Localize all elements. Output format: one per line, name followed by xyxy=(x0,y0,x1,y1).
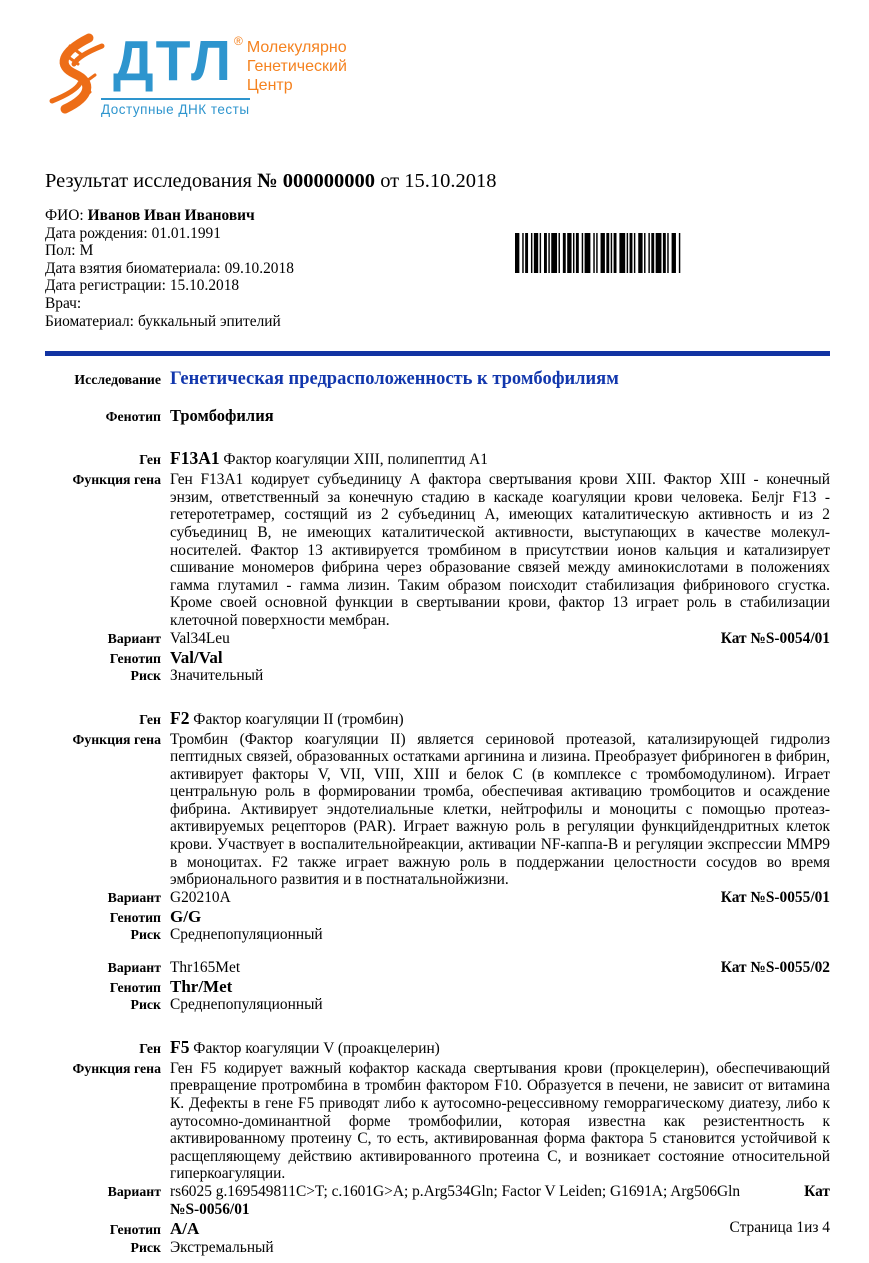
logo-tagline xyxy=(247,33,347,95)
patient-field-value: 09.10.2018 xyxy=(224,259,294,277)
gene-title xyxy=(170,447,830,471)
patient-line-birthdate xyxy=(45,225,830,243)
patient-line-registration-date xyxy=(45,277,830,295)
genotype-value: A/A xyxy=(170,1219,200,1238)
report-row xyxy=(45,889,830,907)
gene-section xyxy=(45,1036,830,1257)
risk-label: Риск xyxy=(130,1239,161,1255)
gene-label: Ген xyxy=(139,1040,161,1056)
variant-value xyxy=(170,959,830,977)
tagline-line: Генетический xyxy=(246,58,347,75)
genotype-label: Генотип xyxy=(109,909,161,925)
registered-mark-icon: ® xyxy=(234,34,243,48)
study-label: Исследование xyxy=(74,372,161,388)
gene-name: Фактор коагуляции V (проакцелерин) xyxy=(189,1039,440,1057)
report-row xyxy=(45,731,830,889)
gene-function-text: Тромбин (Фактор коагуляции II) является сериновой протеазой, катализирующей гидролиз пептидных связей, образованных остатками аргинина и лизина. Преобразует фибриноген в фибрин, активирует факторы V, VII, VIII, XIII и белок С (в комплексе с тромбомодулином). Играет центральную роль в формировании тромба, обеспечивая активацию тромбоцитов и осаждение фибрина. Активирует эндотелиальные клетки, нейтрофилы и моноциты с помощью протеаз-активируемых рецепторов (PAR). Играет важную роль в регуляции функцийдендритных клеток крови. Участвует в воспалительнойреакции, активации NF-каппа-B и регуляции экспрессии MMP9 в моноцитах. F2 также играет важную роль в поддержании целостности сосудов во время эмбрионального развития и в постнатальнойжизни. xyxy=(170,730,830,889)
variant-label: Вариант xyxy=(107,959,161,975)
risk-label: Риск xyxy=(130,927,161,943)
patient-line-fio xyxy=(45,207,830,225)
risk-label: Риск xyxy=(130,997,161,1013)
report-row xyxy=(45,1060,830,1183)
variant-line-1 xyxy=(170,1183,830,1201)
patient-line-doctor xyxy=(45,295,830,313)
gene-symbol: F2 xyxy=(170,707,190,728)
report-row xyxy=(45,1219,830,1239)
risk-value: Значительный xyxy=(170,667,264,684)
study-title: Генетическая предрасположенность к тромбофилиям xyxy=(170,369,619,390)
barcode-image xyxy=(515,233,679,273)
variant-label: Вариант xyxy=(107,1184,161,1199)
brand-text: ДТЛ xyxy=(113,29,233,93)
patient-field-value: буккальный эпителий xyxy=(137,312,281,330)
report-row xyxy=(45,630,830,648)
patient-field-value: М xyxy=(79,242,94,260)
gene-function-label: Функция гена xyxy=(72,472,161,488)
gene-function-text: Ген F13A1 кодирует субъединицу А фактора свертывания крови XIII. Фактор XIII - конечный энзим, ответственный за конечную стадию в каскаде коагуляции крови человека. Белjr F13 - гетеротетрамер, состящий из 2 субъединиц А, имеющих каталитическую активность и из 2 субъединиц В, не имеющих каталитической активности, выступающих в качестве молекул-носителей. Фактор 13 активируется тромбином в присутствии ионов кальция и катализирует сшивание мономеров фибрина через образование связей между аминокислотами в положениях гамма глутамил - гамма лизин. Таким образом поисходит стабилизация фибринового сгустка. Кроме своей основной функции в свертывании крови, фактор 13 играет роль в стабилизации клеточной поверхности мембран. xyxy=(170,471,830,629)
report-row xyxy=(45,707,830,731)
report-row xyxy=(45,1036,830,1060)
genotype-value: G/G xyxy=(170,906,202,926)
dna-helix-icon xyxy=(45,33,109,113)
catalog-number: Кат №S-0055/02 xyxy=(720,958,830,976)
patient-field-value: 01.01.1991 xyxy=(151,224,221,242)
variant-label: Вариант xyxy=(107,630,161,646)
variant-value xyxy=(170,1183,830,1219)
gene-section xyxy=(45,707,830,1015)
title-prefix: Результат исследования xyxy=(45,170,252,192)
genotype-label: Генотип xyxy=(109,650,161,666)
report-row xyxy=(45,1239,830,1258)
patient-line-sampling-date xyxy=(45,260,830,278)
gene-title xyxy=(170,1036,830,1060)
risk-value: Среднепопуляционный xyxy=(170,996,323,1014)
logo-subtitle: Доступные ДНК тесты xyxy=(101,98,250,117)
patient-field-value: Иванов Иван Иванович xyxy=(87,207,255,224)
phenotype-label: Фенотип xyxy=(105,409,161,425)
gene-function-label: Функция гена xyxy=(72,731,161,747)
title-number: № 000000000 xyxy=(257,170,376,192)
patient-field-label: Дата регистрации: xyxy=(45,277,166,295)
catalog-number: Кат №S-0055/01 xyxy=(720,888,830,906)
report-row xyxy=(45,667,830,686)
gene-function-text: Ген F5 кодирует важный кофактор каскада свертывания крови (прокцелерин), обеспечивающий превращение протромбина в тромбин фактором F10. Образуется в печени, не зависит от витамина К. Дефекты в гене F5 приводят либо к аутосомно-рецессивному геморрагическому диатезу, либо к аутосомно-доминантной форме тромбофилии, которая известна как резистентность к активированному протеину С, то есть, активированная форма фактора 5 становится устойчивой к расщепляющему действию активированного протеина С, и возникает состояние относительной гиперкоагуляции. xyxy=(170,1059,830,1183)
catalog-number: №S-0056/01 xyxy=(170,1201,250,1218)
variant-name: Val34Leu xyxy=(170,629,230,647)
risk-value: Экстремальный xyxy=(170,1238,274,1256)
patient-info xyxy=(45,207,830,330)
report-row xyxy=(45,926,830,945)
gene-section xyxy=(45,447,830,685)
patient-field-label: Биоматериал: xyxy=(45,312,134,330)
patient-field-label: Дата взятия биоматериала: xyxy=(45,259,221,277)
gene-symbol: F13A1 xyxy=(170,448,220,469)
report-row xyxy=(45,648,830,668)
report-row xyxy=(45,907,830,927)
variant-name: G20210A xyxy=(170,888,231,906)
page-number: Страница 1из 4 xyxy=(729,1219,830,1236)
tagline-line: Молекулярно xyxy=(246,39,347,56)
catalog-label: Кат xyxy=(804,1183,830,1200)
report-title xyxy=(45,169,830,193)
report-row xyxy=(45,447,830,471)
gene-name: Фактор коагуляции II (тромбин) xyxy=(189,710,404,728)
report-page xyxy=(0,29,869,1263)
patient-field-value: 15.10.2018 xyxy=(169,277,240,295)
genotype-label: Генотип xyxy=(109,1222,161,1237)
report-row xyxy=(45,471,830,629)
gene-symbol: F5 xyxy=(170,1036,190,1057)
tagline-line: Центр xyxy=(246,77,293,94)
gene-name: Фактор коагуляции XIII, полипептид A1 xyxy=(219,451,488,469)
phenotype-row xyxy=(45,405,830,426)
report-row xyxy=(45,977,830,997)
patient-field-label: Врач: xyxy=(45,294,82,312)
genotype-label: Генотип xyxy=(109,979,161,995)
variant-label: Вариант xyxy=(107,889,161,905)
variant-value xyxy=(170,889,830,907)
gene-label: Ген xyxy=(139,711,161,727)
gene-label: Ген xyxy=(139,452,161,468)
report-row xyxy=(45,959,830,977)
patient-field-label: Пол: xyxy=(45,242,76,260)
risk-value: Среднепопуляционный xyxy=(170,926,323,944)
patient-line-biomaterial xyxy=(45,313,830,331)
logo xyxy=(45,29,347,117)
variant-value xyxy=(170,630,830,648)
patient-field-label: Дата рождения: xyxy=(45,224,148,242)
report-row xyxy=(45,1183,830,1219)
report-row xyxy=(45,996,830,1015)
study-row xyxy=(45,368,830,391)
section-divider xyxy=(45,351,830,356)
genotype-value: Thr/Met xyxy=(170,976,233,996)
phenotype-value: Тромбофилия xyxy=(170,406,274,426)
genotype-value: Val/Val xyxy=(170,647,223,667)
patient-field-label: ФИО: xyxy=(45,207,84,224)
barcode xyxy=(515,233,679,273)
gene-sections xyxy=(45,447,830,1257)
gene-title xyxy=(170,707,830,731)
patient-line-sex xyxy=(45,242,830,260)
variant-name: Thr165Met xyxy=(170,958,241,976)
catalog-number: Кат №S-0054/01 xyxy=(720,629,830,647)
gene-function-label: Функция гена xyxy=(72,1060,161,1076)
title-suffix: от 15.10.2018 xyxy=(380,170,497,192)
variant-name: rs6025 g.169549811C>T; c.1601G>A; p.Arg534Gln; Factor V Leiden; G1691A; Arg506Gln xyxy=(170,1183,741,1200)
risk-label: Риск xyxy=(130,668,161,683)
